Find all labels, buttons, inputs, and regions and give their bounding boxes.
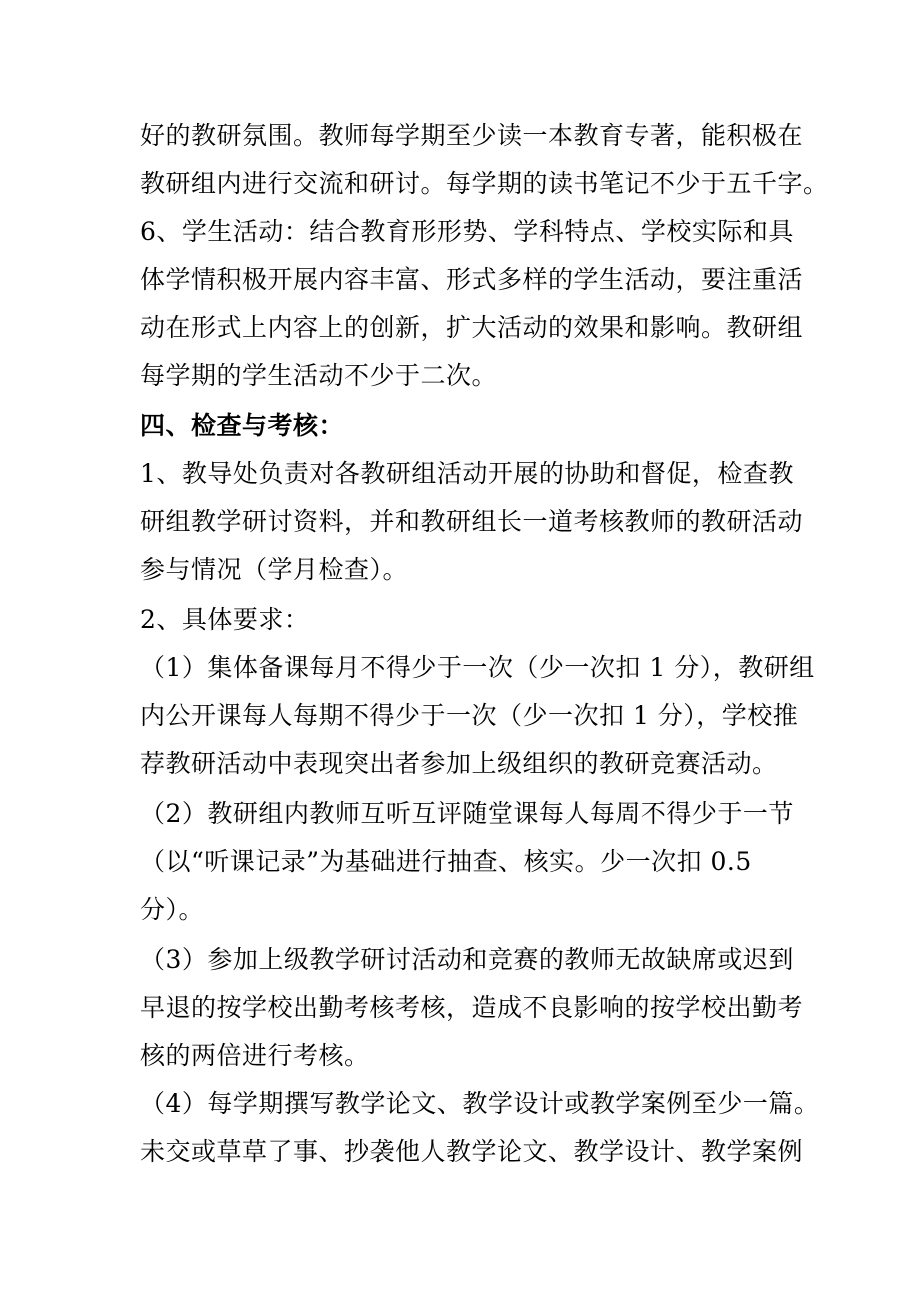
paragraph-line: 教研组内进行交流和研讨。每学期的读书笔记不少于五千字。	[140, 169, 829, 198]
sub-item-line: （1）集体备课每月不得少于一次（少一次扣 1 分），教研组	[140, 653, 815, 682]
paragraph-line: 好的教研氛围。教师每学期至少读一本教育专著，能积极在	[140, 121, 804, 150]
paragraph-line: 内公开课每人每期不得少于一次（少一次扣 1 分），学校推	[140, 701, 799, 730]
paragraph-line: 研组教学研讨资料，并和教研组长一道考核教师的教研活动	[140, 507, 804, 536]
paragraph-line: 每学期的学生活动不少于二次。	[140, 361, 498, 390]
sub-item-line: （2）教研组内教师互听互评随堂课每人每周不得少于一节	[140, 799, 794, 828]
paragraph-line: 早退的按学校出勤考核考核，造成不良影响的按学校出勤考	[140, 993, 804, 1022]
paragraph-line: 荐教研活动中表现突出者参加上级组织的教研竞赛活动。	[140, 749, 778, 778]
sub-item-line: （4）每学期撰写教学论文、教学设计或教学案例至少一篇。	[140, 1089, 820, 1118]
paragraph-line: 动在形式上内容上的创新，扩大活动的效果和影响。教研组	[140, 313, 804, 342]
paragraph-line: 参与情况（学月检查）。	[140, 555, 409, 584]
list-item-line: 6、学生活动：结合教育形形势、学科特点、学校实际和具	[140, 217, 794, 246]
paragraph-line: 体学情积极开展内容丰富、形式多样的学生活动，要注重活	[140, 265, 804, 294]
list-item-line: 2、具体要求：	[140, 605, 310, 634]
paragraph-line: 未交或草草了事、抄袭他人教学论文、教学设计、教学案例	[140, 1137, 804, 1166]
paragraph-line: 分）。	[140, 895, 205, 924]
sub-item-line: （3）参加上级教学研讨活动和竞赛的教师无故缺席或迟到	[140, 945, 794, 974]
paragraph-line: （以“听课记录”为基础进行抽查、核实。少一次扣 0.5	[140, 847, 752, 876]
list-item-line: 1、教导处负责对各教研组活动开展的协助和督促，检查教	[140, 459, 794, 488]
paragraph-line: 核的两倍进行考核。	[140, 1041, 370, 1070]
section-heading: 四、检查与考核：	[140, 411, 345, 440]
